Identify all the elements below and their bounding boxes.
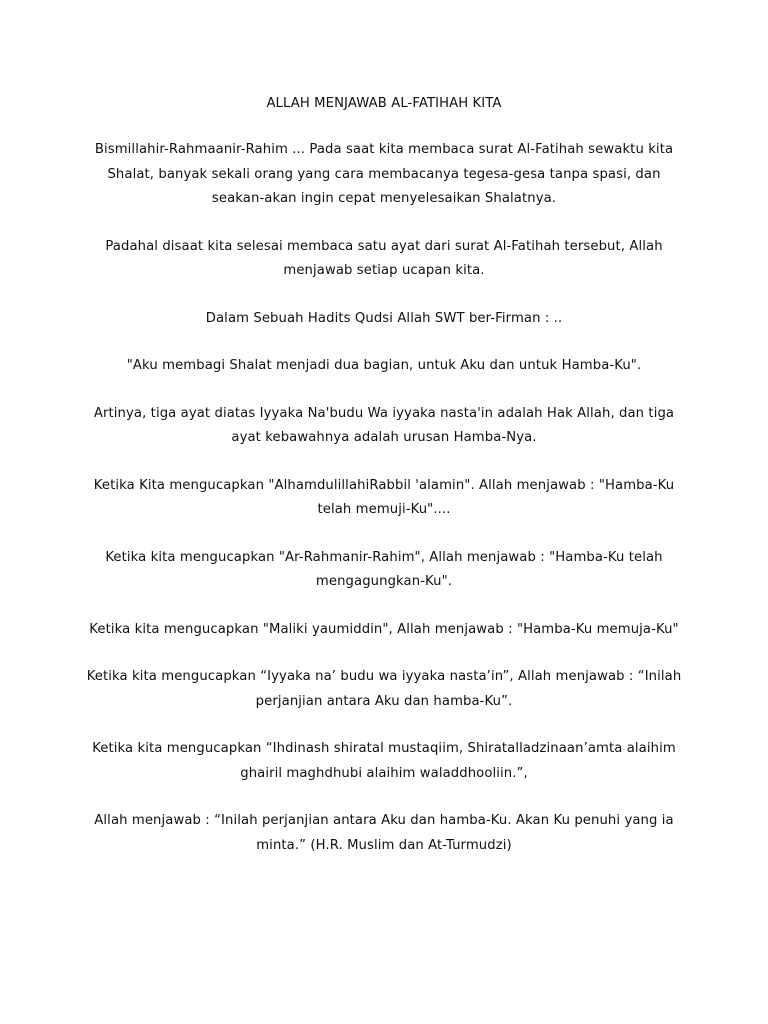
- paragraph-maliki-yaumiddin: Ketika kita mengucapkan "Maliki yaumiddin", Allah menjawab : "Hamba-Ku memuja-Ku": [89, 621, 679, 637]
- paragraph-alhamdulillah: Ketika Kita mengucapkan "AlhamdulillahiRabbil 'alamin". Allah menjawab : "Hamba-Ku telah memuji-Ku"....: [93, 477, 675, 517]
- paragraph-intro: Bismillahir-Rahmaanir-Rahim ... Pada saat kita membaca surat Al-Fatihah sewaktu kita Shalat, banyak sekali orang yang cara membacanya tegesa-gesa tanpa spasi, dan seakan-akan ingin cepat menyelesaikan Shalatnya.: [94, 142, 674, 206]
- paragraph-artinya: Artinya, tiga ayat diatas Iyyaka Na'budu Wa iyyaka nasta'in adalah Hak Allah, dan tiga ayat kebawahnya adalah urusan Hamba-Nya.: [93, 405, 675, 445]
- paragraph-quote-shalat: "Aku membagi Shalat menjadi dua bagian, untuk Aku dan untuk Hamba-Ku".: [126, 358, 642, 373]
- paragraph-iyyaka-nabudu: Ketika kita mengucapkan “Iyyaka na’ budu wa iyyaka nasta’in”, Allah menjawab : “Inilah perjanjian antara Aku dan hamba-Ku”.: [86, 669, 682, 709]
- paragraph-allah-answers: Padahal disaat kita selesai membaca satu ayat dari surat Al-Fatihah tersebut, Allah menjawab setiap ucapan kita.: [105, 238, 663, 278]
- document-title: ALLAH MENJAWAB AL-FATIHAH KITA: [266, 96, 502, 111]
- paragraph-ihdinash: Ketika kita mengucapkan “Ihdinash shiratal mustaqiim, Shiratalladzinaan’amta alaihim ghairil maghdhubi alaihim waladdhooliin.”,: [92, 741, 676, 781]
- paragraph-allah-menjawab-final: Allah menjawab : “Inilah perjanjian antara Aku dan hamba-Ku. Akan Ku penuhi yang ia minta.” (H.R. Muslim dan At-Turmudzi): [94, 813, 674, 853]
- paragraph-hadits-qudsi: Dalam Sebuah Hadits Qudsi Allah SWT ber-Firman : ..: [205, 310, 563, 326]
- paragraph-ar-rahmanir-rahim: Ketika kita mengucapkan "Ar-Rahmanir-Rahim", Allah menjawab : "Hamba-Ku telah mengagungkan-Ku".: [105, 549, 663, 589]
